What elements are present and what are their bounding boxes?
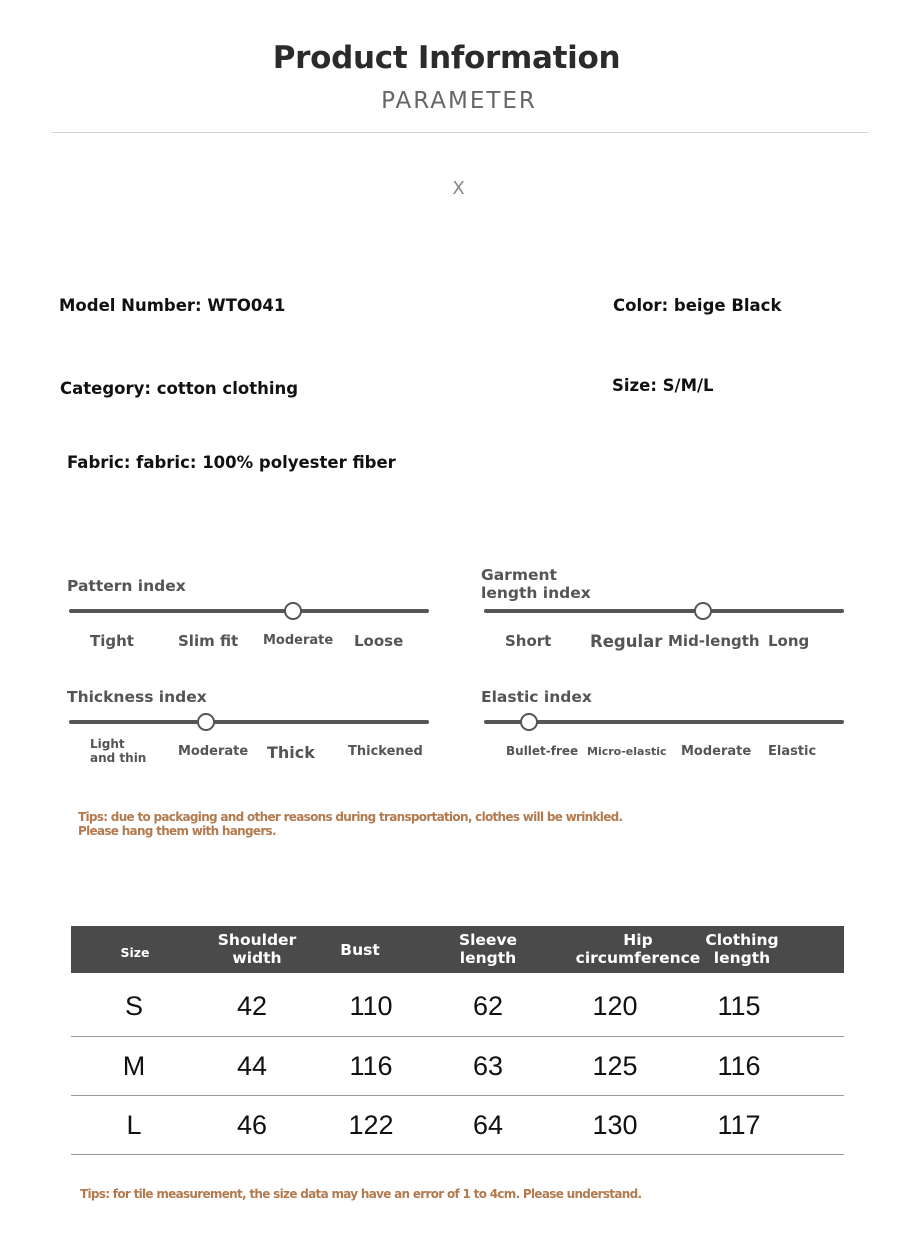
wrinkle-tip-line1: Tips: due to packaging and other reasons during transportation, clothes will be wrinkled. [78, 810, 623, 824]
cell-bust: 116 [349, 1051, 393, 1081]
garment-option-regular: Regular [590, 632, 663, 651]
wrinkle-tip [78, 810, 622, 838]
cell-shoulder: 46 [236, 1110, 268, 1140]
elastic-option-moderate: Moderate [681, 744, 752, 759]
wrinkle-tip-line2: Please hang them with hangers. [78, 824, 276, 838]
garment-length-track [484, 609, 844, 613]
elastic-option-bullet-free: Bullet-free [506, 744, 579, 758]
color-info: Color: beige Black [613, 296, 782, 315]
cell-hip: 120 [592, 991, 638, 1021]
header-divider [52, 132, 868, 133]
cell-hip: 125 [592, 1051, 638, 1081]
garment-length-label [481, 566, 591, 602]
cell-size: S [124, 991, 143, 1021]
cell-bust: 122 [348, 1110, 394, 1140]
garment-length-knob [694, 602, 712, 620]
cell-hip: 130 [592, 1110, 638, 1140]
garment-option-short: Short [505, 632, 552, 650]
row-divider [71, 1154, 844, 1155]
pattern-index-track [69, 609, 429, 613]
elastic-option-micro-elastic: Micro-elastic [587, 745, 667, 758]
pattern-index-label: Pattern index [67, 577, 186, 595]
elastic-index-label: Elastic index [481, 688, 592, 706]
thickness-index-label: Thickness index [67, 688, 207, 706]
fabric-info: Fabric: fabric: 100% polyester fiber [67, 453, 396, 472]
thickness-index-knob [197, 713, 215, 731]
pattern-option-loose: Loose [354, 632, 404, 650]
thickness-option-light-and-thin: Light and thin [90, 737, 147, 765]
garment-length-label-line2: length index [481, 584, 591, 602]
cell-length: 116 [717, 1051, 761, 1081]
pattern-index-knob [284, 602, 302, 620]
cell-length: 117 [717, 1110, 761, 1140]
elastic-index-knob [520, 713, 538, 731]
cell-size: L [126, 1110, 142, 1140]
cell-sleeve: 63 [472, 1051, 504, 1081]
pattern-option-moderate: Moderate [263, 633, 334, 648]
page-title: Product Information [272, 40, 621, 76]
garment-option-mid-length: Mid-length [668, 632, 760, 650]
pattern-option-slim-fit: Slim fit [178, 632, 239, 650]
elastic-index-track [484, 720, 844, 724]
elastic-option-elastic: Elastic [768, 744, 817, 759]
cell-shoulder: 44 [236, 1051, 268, 1081]
header-size: Size [120, 945, 150, 960]
cell-size: M [122, 1051, 146, 1081]
thickness-option-moderate: Moderate [178, 744, 249, 759]
thickness-option-thickened: Thickened [348, 744, 423, 759]
header-hip-circumference: Hip circumference [575, 931, 701, 967]
close-mark: X [452, 178, 465, 199]
cell-sleeve: 62 [472, 991, 504, 1021]
row-divider [71, 1095, 844, 1096]
category-info: Category: cotton clothing [60, 379, 299, 398]
garment-option-long: Long [768, 632, 810, 650]
header-clothing-length: Clothing length [705, 931, 779, 967]
measurement-tip: Tips: for tile measurement, the size data may have an error of 1 to 4cm. Please understand. [80, 1187, 642, 1201]
header-bust: Bust [340, 941, 380, 959]
page-subtitle: PARAMETER [381, 88, 537, 114]
cell-length: 115 [717, 991, 761, 1021]
model-number: Model Number: WTO041 [59, 296, 286, 315]
thickness-option-thick: Thick [267, 743, 315, 762]
thickness-index-track [69, 720, 429, 724]
cell-shoulder: 42 [236, 991, 268, 1021]
cell-sleeve: 64 [472, 1110, 504, 1140]
cell-bust: 110 [349, 991, 393, 1021]
header-shoulder-width: Shoulder width [217, 931, 297, 967]
pattern-option-tight: Tight [90, 632, 134, 650]
garment-length-label-line1: Garment [481, 566, 557, 584]
row-divider [71, 1036, 844, 1037]
size-info: Size: S/M/L [612, 376, 714, 395]
header-sleeve-length: Sleeve length [458, 931, 518, 967]
